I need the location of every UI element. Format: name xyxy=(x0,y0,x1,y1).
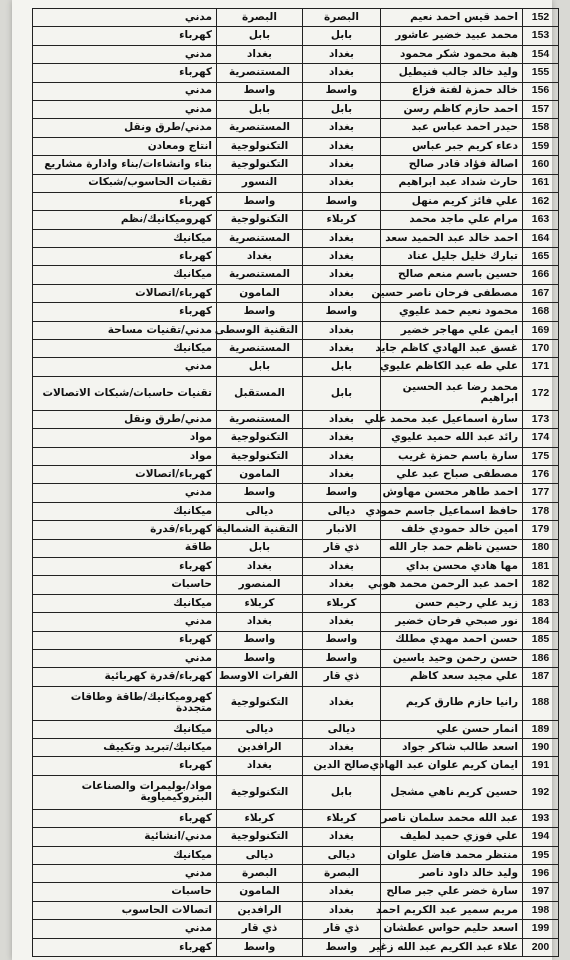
person-name: سارة باسم حمزة غريب xyxy=(381,447,523,465)
table-row xyxy=(33,137,559,155)
row-number: 187 xyxy=(523,668,559,686)
province-cell: واسط xyxy=(303,631,381,649)
university-cell: واسط xyxy=(217,631,303,649)
row-number: 163 xyxy=(523,211,559,229)
table-row xyxy=(33,248,559,266)
table-row xyxy=(33,465,559,483)
university-cell: بغداد xyxy=(217,757,303,775)
person-name: منتظر محمد فاضل علوان xyxy=(381,846,523,864)
person-name: حارث شداد عبد ابراهيم xyxy=(381,174,523,192)
row-number: 153 xyxy=(523,27,559,45)
specialty-cell: مدني/تقنيات مساحة xyxy=(33,321,217,339)
person-name: علي فوزي حميد لطيف xyxy=(381,828,523,846)
province-cell: ديالى xyxy=(303,502,381,520)
person-name: سارة خضر علي جبر صالح xyxy=(381,883,523,901)
specialty-cell: مدني/طرق ونقل xyxy=(33,119,217,137)
row-number: 155 xyxy=(523,64,559,82)
table-row xyxy=(33,521,559,539)
person-name: اسعد حليم حواس عطشان xyxy=(381,920,523,938)
row-number: 172 xyxy=(523,376,559,410)
table-row xyxy=(33,82,559,100)
province-cell: بابل xyxy=(303,358,381,376)
row-number: 188 xyxy=(523,686,559,720)
person-name: محمد رضا عبد الحسين ابراهيم xyxy=(381,376,523,410)
province-cell: بغداد xyxy=(303,266,381,284)
province-cell: بغداد xyxy=(303,284,381,302)
specialty-cell: كهرباء/اتصالات xyxy=(33,284,217,302)
university-cell: المنصور xyxy=(217,576,303,594)
province-cell: بغداد xyxy=(303,828,381,846)
specialty-cell: مواد/بوليمرات والصناعات البتروكيمياوية xyxy=(33,775,217,809)
table-row xyxy=(33,192,559,210)
province-cell: بغداد xyxy=(303,321,381,339)
province-cell: ديالى xyxy=(303,720,381,738)
person-name: حافظ اسماعيل جاسم حمودي xyxy=(381,502,523,520)
specialty-cell: مواد xyxy=(33,447,217,465)
row-number: 194 xyxy=(523,828,559,846)
row-number: 165 xyxy=(523,248,559,266)
table-row xyxy=(33,45,559,63)
university-cell: الفرات الاوسط xyxy=(217,668,303,686)
person-name: انمار حسن علي xyxy=(381,720,523,738)
row-number: 176 xyxy=(523,465,559,483)
row-number: 171 xyxy=(523,358,559,376)
specialty-cell: ميكانيك xyxy=(33,266,217,284)
person-name: احمد خالد عبد الحميد سعد xyxy=(381,229,523,247)
row-number: 178 xyxy=(523,502,559,520)
table-row xyxy=(33,720,559,738)
specialty-cell: ميكانيك xyxy=(33,846,217,864)
row-number: 182 xyxy=(523,576,559,594)
table-row xyxy=(33,156,559,174)
row-number: 198 xyxy=(523,901,559,919)
table-row xyxy=(33,686,559,720)
university-cell: ديالى xyxy=(217,502,303,520)
person-name: مرام علي ماجد محمد xyxy=(381,211,523,229)
province-cell: بابل xyxy=(303,376,381,410)
university-cell: واسط xyxy=(217,303,303,321)
table-row xyxy=(33,809,559,827)
table-row xyxy=(33,100,559,118)
specialty-cell: كهرباء xyxy=(33,27,217,45)
person-name: تبارك خليل جليل عناد xyxy=(381,248,523,266)
province-cell: بغداد xyxy=(303,465,381,483)
person-name: حسن رحمن وحيد ياسين xyxy=(381,649,523,667)
specialty-cell: كهرباء xyxy=(33,938,217,956)
table-row xyxy=(33,901,559,919)
university-cell: البصرة xyxy=(217,865,303,883)
specialty-cell: بناء وانشاءات/بناء وادارة مشاريع xyxy=(33,156,217,174)
person-name: احمد طاهر محسن مهاوش xyxy=(381,484,523,502)
person-name: عبد الله محمد سلمان ناصر xyxy=(381,809,523,827)
table-row xyxy=(33,429,559,447)
university-cell: المستنصرية xyxy=(217,340,303,358)
specialty-cell: حاسبات xyxy=(33,883,217,901)
person-name: رانيا حازم طارق كريم xyxy=(381,686,523,720)
row-number: 192 xyxy=(523,775,559,809)
university-cell: الرافدين xyxy=(217,739,303,757)
person-name: علاء عبد الكريم عبد الله زغير xyxy=(381,938,523,956)
university-cell: بغداد xyxy=(217,45,303,63)
specialty-cell: مدني xyxy=(33,100,217,118)
row-number: 164 xyxy=(523,229,559,247)
university-cell: واسط xyxy=(217,938,303,956)
row-number: 184 xyxy=(523,613,559,631)
specialty-cell: كهرباء/اتصالات xyxy=(33,465,217,483)
university-cell: النسور xyxy=(217,174,303,192)
table-row xyxy=(33,631,559,649)
province-cell: بغداد xyxy=(303,447,381,465)
graduates-table xyxy=(32,8,559,957)
row-number: 196 xyxy=(523,865,559,883)
row-number: 160 xyxy=(523,156,559,174)
specialty-cell: مدني xyxy=(33,920,217,938)
province-cell: بغداد xyxy=(303,901,381,919)
university-cell: كربلاء xyxy=(217,594,303,612)
table-row xyxy=(33,775,559,809)
table-row xyxy=(33,613,559,631)
table-row xyxy=(33,846,559,864)
specialty-cell: كهرباء/قدرة xyxy=(33,521,217,539)
university-cell: المامون xyxy=(217,284,303,302)
university-cell: واسط xyxy=(217,649,303,667)
province-cell: واسط xyxy=(303,192,381,210)
person-name: حسين كريم ناهي مشجل xyxy=(381,775,523,809)
specialty-cell: اتصالات الحاسوب xyxy=(33,901,217,919)
table-row xyxy=(33,938,559,956)
row-number: 156 xyxy=(523,82,559,100)
person-name: وليد خالد داود ناصر xyxy=(381,865,523,883)
university-cell: البصرة xyxy=(217,9,303,27)
specialty-cell: كهرباء xyxy=(33,192,217,210)
person-name: دعاء كريم جبر عباس xyxy=(381,137,523,155)
person-name: خالد حمزة لفتة فزاع xyxy=(381,82,523,100)
row-number: 161 xyxy=(523,174,559,192)
row-number: 152 xyxy=(523,9,559,27)
person-name: علي فائز كريم منهل xyxy=(381,192,523,210)
specialty-cell: كهرباء xyxy=(33,757,217,775)
table-row xyxy=(33,229,559,247)
province-cell: واسط xyxy=(303,484,381,502)
table-row xyxy=(33,757,559,775)
row-number: 154 xyxy=(523,45,559,63)
province-cell: بغداد xyxy=(303,45,381,63)
row-number: 170 xyxy=(523,340,559,358)
table-row xyxy=(33,594,559,612)
table-row xyxy=(33,410,559,428)
specialty-cell: مدني xyxy=(33,484,217,502)
row-number: 162 xyxy=(523,192,559,210)
province-cell: واسط xyxy=(303,649,381,667)
row-number: 185 xyxy=(523,631,559,649)
row-number: 197 xyxy=(523,883,559,901)
row-number: 189 xyxy=(523,720,559,738)
person-name: سارة اسماعيل عبد محمد علي xyxy=(381,410,523,428)
table-row xyxy=(33,447,559,465)
specialty-cell: طاقة xyxy=(33,539,217,557)
specialty-cell: ميكانيك xyxy=(33,502,217,520)
table-row xyxy=(33,266,559,284)
person-name: محمود نعيم حمد عليوي xyxy=(381,303,523,321)
table-row xyxy=(33,376,559,410)
table-row xyxy=(33,174,559,192)
table-row xyxy=(33,649,559,667)
specialty-cell: مدني xyxy=(33,9,217,27)
university-cell: بابل xyxy=(217,100,303,118)
university-cell: المامون xyxy=(217,883,303,901)
table-row xyxy=(33,484,559,502)
province-cell: بغداد xyxy=(303,410,381,428)
specialty-cell: ميكانيك/تبريد وتكييف xyxy=(33,739,217,757)
person-name: حيدر احمد عباس عبد xyxy=(381,119,523,137)
specialty-cell: كهرباء xyxy=(33,64,217,82)
specialty-cell: مدني xyxy=(33,358,217,376)
university-cell: المستنصرية xyxy=(217,64,303,82)
table-row xyxy=(33,119,559,137)
person-name: مريم سمير عبد الكريم احمد xyxy=(381,901,523,919)
university-cell: المستنصرية xyxy=(217,229,303,247)
province-cell: الانبار xyxy=(303,521,381,539)
table-row xyxy=(33,576,559,594)
university-cell: التكنولوجية xyxy=(217,429,303,447)
table-row xyxy=(33,920,559,938)
row-number: 158 xyxy=(523,119,559,137)
row-number: 180 xyxy=(523,539,559,557)
university-cell: التكنولوجية xyxy=(217,447,303,465)
person-name: اسعد طالب شاكر جواد xyxy=(381,739,523,757)
specialty-cell: ميكانيك xyxy=(33,340,217,358)
row-number: 190 xyxy=(523,739,559,757)
specialty-cell: مدني xyxy=(33,865,217,883)
university-cell: واسط xyxy=(217,82,303,100)
university-cell: بغداد xyxy=(217,248,303,266)
specialty-cell: كهرباء xyxy=(33,631,217,649)
province-cell: بغداد xyxy=(303,137,381,155)
university-cell: ديالى xyxy=(217,720,303,738)
specialty-cell: كهرباء xyxy=(33,557,217,575)
table-row xyxy=(33,668,559,686)
province-cell: البصرة xyxy=(303,865,381,883)
specialty-cell: كهروميكانيك/طاقة وطاقات متجددة xyxy=(33,686,217,720)
university-cell: المستنصرية xyxy=(217,119,303,137)
row-number: 166 xyxy=(523,266,559,284)
specialty-cell: تقنيات حاسبات/شبكات الاتصالات xyxy=(33,376,217,410)
person-name: هبة محمود شكر محمود xyxy=(381,45,523,63)
province-cell: بغداد xyxy=(303,156,381,174)
province-cell: بغداد xyxy=(303,174,381,192)
university-cell: التكنولوجية xyxy=(217,156,303,174)
table-row xyxy=(33,303,559,321)
specialty-cell: مدني/انشائية xyxy=(33,828,217,846)
province-cell: كربلاء xyxy=(303,809,381,827)
person-name: ايمان كريم علوان عبد الهادي xyxy=(381,757,523,775)
specialty-cell: كهرباء xyxy=(33,809,217,827)
specialty-cell: مدني xyxy=(33,613,217,631)
row-number: 159 xyxy=(523,137,559,155)
person-name: احمد حازم كاظم رسن xyxy=(381,100,523,118)
row-number: 199 xyxy=(523,920,559,938)
person-name: مصطفى صباح عبد علي xyxy=(381,465,523,483)
province-cell: ديالى xyxy=(303,846,381,864)
specialty-cell: مدني xyxy=(33,82,217,100)
table-row xyxy=(33,883,559,901)
university-cell: التقنية الشمالية xyxy=(217,521,303,539)
university-cell: الرافدين xyxy=(217,901,303,919)
university-cell: المامون xyxy=(217,465,303,483)
university-cell: بغداد xyxy=(217,557,303,575)
row-number: 200 xyxy=(523,938,559,956)
university-cell: التكنولوجية xyxy=(217,775,303,809)
person-name: غسق عبد الهادي كاظم جايد xyxy=(381,340,523,358)
province-cell: بغداد xyxy=(303,613,381,631)
table-row xyxy=(33,9,559,27)
row-number: 183 xyxy=(523,594,559,612)
graduates-table-body xyxy=(33,9,559,957)
province-cell: بغداد xyxy=(303,64,381,82)
specialty-cell: ميكانيك xyxy=(33,229,217,247)
specialty-cell: مواد xyxy=(33,429,217,447)
university-cell: التكنولوجية xyxy=(217,828,303,846)
specialty-cell: كهرباء xyxy=(33,248,217,266)
row-number: 177 xyxy=(523,484,559,502)
person-name: حسين ناظم حمد جار الله xyxy=(381,539,523,557)
university-cell: ذي قار xyxy=(217,920,303,938)
university-cell: التكنولوجية xyxy=(217,686,303,720)
province-cell: بغداد xyxy=(303,883,381,901)
university-cell: بابل xyxy=(217,539,303,557)
row-number: 167 xyxy=(523,284,559,302)
person-name: اصالة فؤاد قادر صالح xyxy=(381,156,523,174)
row-number: 174 xyxy=(523,429,559,447)
specialty-cell: حاسبات xyxy=(33,576,217,594)
person-name: وليد خالد جالب فنيطيل xyxy=(381,64,523,82)
table-row xyxy=(33,557,559,575)
specialty-cell: مدني xyxy=(33,649,217,667)
specialty-cell: مدني/طرق ونقل xyxy=(33,410,217,428)
university-cell: التكنولوجية xyxy=(217,137,303,155)
row-number: 181 xyxy=(523,557,559,575)
paper-sheet xyxy=(12,0,552,960)
person-name: محمد عبيد خضير عاشور xyxy=(381,27,523,45)
specialty-cell: كهرباء/قدرة كهربائية xyxy=(33,668,217,686)
province-cell: ذي قار xyxy=(303,920,381,938)
university-cell: بغداد xyxy=(217,613,303,631)
university-cell: المستنصرية xyxy=(217,266,303,284)
university-cell: واسط xyxy=(217,192,303,210)
person-name: امين خالد حمودي خلف xyxy=(381,521,523,539)
university-cell: التكنولوجية xyxy=(217,211,303,229)
specialty-cell: انتاج ومعادن xyxy=(33,137,217,155)
province-cell: بابل xyxy=(303,775,381,809)
university-cell: المستقبل xyxy=(217,376,303,410)
table-row xyxy=(33,27,559,45)
person-name: حسن احمد مهدي مطلك xyxy=(381,631,523,649)
specialty-cell: كهروميكانيك/نظم xyxy=(33,211,217,229)
university-cell: المستنصرية xyxy=(217,410,303,428)
table-row xyxy=(33,865,559,883)
person-name: ايمن علي مهاجر خضير xyxy=(381,321,523,339)
table-row xyxy=(33,340,559,358)
row-number: 157 xyxy=(523,100,559,118)
university-cell: كربلاء xyxy=(217,809,303,827)
province-cell: ذي قار xyxy=(303,668,381,686)
province-cell: واسط xyxy=(303,938,381,956)
person-name: مها هادي محسن بداي xyxy=(381,557,523,575)
specialty-cell: ميكانيك xyxy=(33,594,217,612)
province-cell: بغداد xyxy=(303,557,381,575)
specialty-cell: كهرباء xyxy=(33,303,217,321)
province-cell: البصرة xyxy=(303,9,381,27)
university-cell: ديالى xyxy=(217,846,303,864)
specialty-cell: مدني xyxy=(33,45,217,63)
table-row xyxy=(33,64,559,82)
province-cell: صالح الدين xyxy=(303,757,381,775)
table-row xyxy=(33,739,559,757)
university-cell: بابل xyxy=(217,358,303,376)
province-cell: بغداد xyxy=(303,576,381,594)
university-cell: التقنية الوسطى xyxy=(217,321,303,339)
table-row xyxy=(33,321,559,339)
province-cell: بغداد xyxy=(303,686,381,720)
province-cell: بغداد xyxy=(303,229,381,247)
specialty-cell: تقنيات الحاسوب/شبكات xyxy=(33,174,217,192)
person-name: نور صبحي فرحان خضير xyxy=(381,613,523,631)
row-number: 193 xyxy=(523,809,559,827)
province-cell: كربلاء xyxy=(303,594,381,612)
table-row xyxy=(33,502,559,520)
row-number: 195 xyxy=(523,846,559,864)
row-number: 168 xyxy=(523,303,559,321)
university-cell: واسط xyxy=(217,484,303,502)
province-cell: بابل xyxy=(303,100,381,118)
person-name: علي طه عبد الكاظم عليوي xyxy=(381,358,523,376)
province-cell: بغداد xyxy=(303,429,381,447)
table-row xyxy=(33,284,559,302)
row-number: 186 xyxy=(523,649,559,667)
person-name: رائد عبد الله حميد عليوي xyxy=(381,429,523,447)
person-name: علي مجيد سعد كاظم xyxy=(381,668,523,686)
province-cell: بغداد xyxy=(303,248,381,266)
row-number: 173 xyxy=(523,410,559,428)
person-name: احمد عبد الرحمن محمد هوبي xyxy=(381,576,523,594)
province-cell: كربلاء xyxy=(303,211,381,229)
row-number: 179 xyxy=(523,521,559,539)
person-name: احمد قيس احمد نعيم xyxy=(381,9,523,27)
province-cell: بغداد xyxy=(303,119,381,137)
table-row xyxy=(33,828,559,846)
row-number: 169 xyxy=(523,321,559,339)
table-row xyxy=(33,539,559,557)
province-cell: بغداد xyxy=(303,739,381,757)
specialty-cell: ميكانيك xyxy=(33,720,217,738)
table-row xyxy=(33,211,559,229)
row-number: 175 xyxy=(523,447,559,465)
province-cell: واسط xyxy=(303,82,381,100)
person-name: زيد علي رحيم حسن xyxy=(381,594,523,612)
person-name: حسين باسم منعم صالح xyxy=(381,266,523,284)
person-name: مصطفى فرحان ناصر حسين xyxy=(381,284,523,302)
row-number: 191 xyxy=(523,757,559,775)
province-cell: واسط xyxy=(303,303,381,321)
province-cell: ذي قار xyxy=(303,539,381,557)
table-row xyxy=(33,358,559,376)
province-cell: بغداد xyxy=(303,340,381,358)
university-cell: بابل xyxy=(217,27,303,45)
province-cell: بابل xyxy=(303,27,381,45)
